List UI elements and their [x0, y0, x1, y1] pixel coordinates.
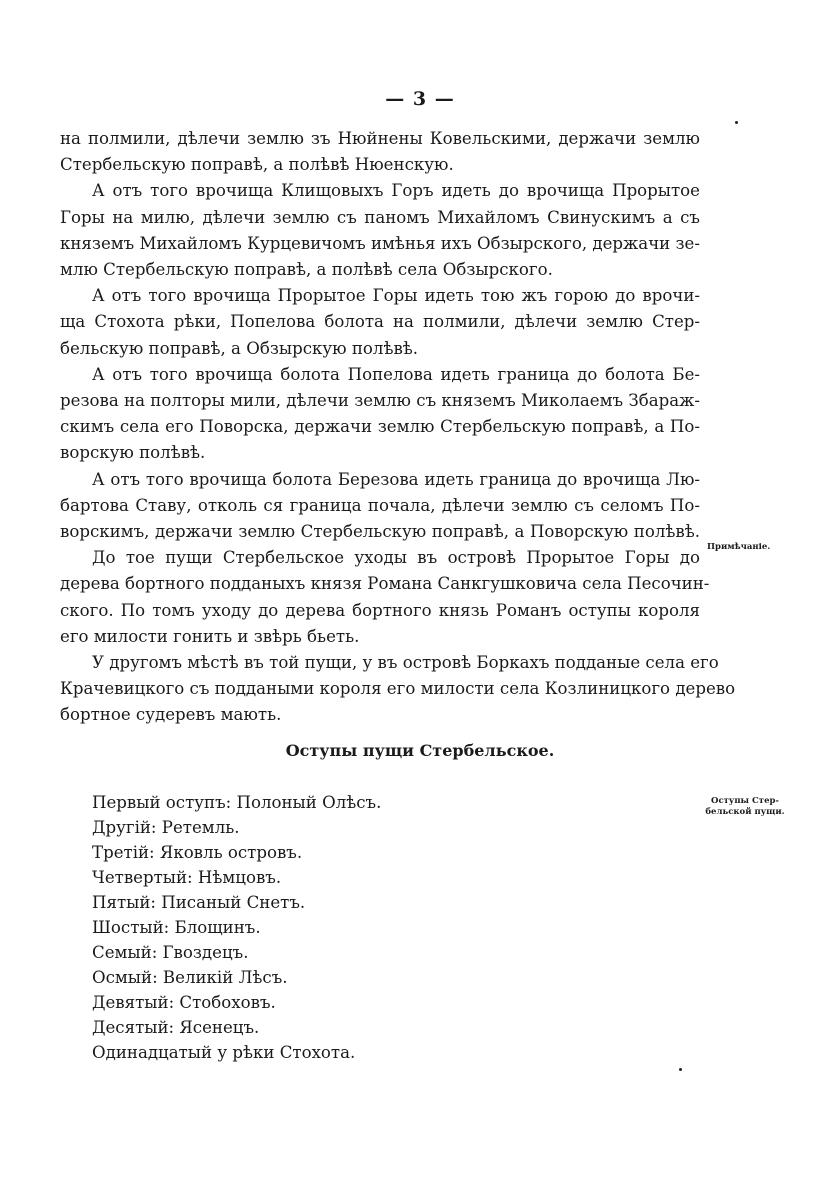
text-line: бельскую поправѣ, а Обзырскую полѣвѣ. — [60, 338, 419, 358]
text-line: Крачевицкого съ поддаными короля его милости села Козлиницкого дерево — [60, 679, 736, 699]
paragraph-4 — [60, 362, 700, 467]
paragraph-5 — [60, 467, 700, 546]
margin-note-line: бельской пущи. — [705, 807, 785, 817]
paragraph-3 — [60, 283, 700, 362]
list-item: Осмый: Великій Лѣсъ. — [92, 968, 288, 987]
text-line: Горы на милю, дѣлечи землю съ паномъ Михайломъ Свинускимъ а съ — [60, 207, 700, 227]
text-line: А отъ того врочища болота Попелова идеть граница до болота Бе- — [92, 364, 700, 384]
paragraph-2 — [60, 178, 700, 283]
text-line: дерева бортного подданыхъ князя Романа Санкгушковича села Песочин- — [60, 574, 710, 594]
text-line: Стербельскую поправѣ, а полѣвѣ Нюенскую. — [60, 155, 454, 175]
list-item: Девятый: Стобоховъ. — [92, 993, 276, 1012]
text-line: ворскую полѣвѣ. — [60, 443, 206, 463]
list-item: Четвертый: Нѣмцовъ. — [92, 868, 282, 887]
paragraph-7 — [60, 650, 736, 729]
text-line: резова на полторы мили, дѣлечи землю съ княземъ Миколаемъ Збараж- — [60, 391, 700, 411]
text-line: А отъ того врочища Клищовыхъ Горъ идеть до врочища Прорытое — [92, 181, 700, 201]
text-line: скимъ села его Поворска, держачи землю Стербельскую поправѣ, а По- — [60, 417, 700, 437]
text-line: До тое пущи Стербельское уходы въ островѣ Прорытое Горы до — [92, 548, 700, 568]
paragraph-1 — [60, 126, 700, 178]
section-title: Оступы пущи Стербельское. — [285, 741, 555, 760]
text-line: на полмили, дѣлечи землю зъ Нюйнены Ковельскими, держачи землю — [60, 129, 700, 148]
list-item: Шостый: Блощинъ. — [92, 918, 261, 937]
list-item: Семый: Гвоздецъ. — [92, 943, 249, 962]
text-line: У другомъ мѣстѣ въ той пущи, у въ островѣ Боркахъ подданые села его — [92, 653, 719, 673]
ink-speck — [679, 1068, 682, 1071]
text-line: княземъ Михайломъ Курцевичомъ имѣнья ихъ Обзырского, держачи зе- — [60, 233, 700, 253]
text-line: ского. По томъ уходу до дерева бортного князь Романъ оступы короля — [60, 600, 700, 620]
text-line: А отъ того врочища болота Березова идеть граница до врочища Лю- — [92, 469, 700, 489]
list-item: Другій: Ретемль. — [92, 818, 240, 837]
text-line: ворскимъ, держачи землю Стербельскую поправѣ, а Поворскую полѣвѣ. — [60, 522, 700, 542]
list-item: Первый оступъ: Полоный Олѣсъ. — [92, 793, 382, 812]
body-text — [60, 126, 736, 729]
margin-note-line: Оступы Стер- — [711, 796, 779, 806]
margin-note — [700, 796, 790, 818]
text-line: ща Стохота рѣки, Попелова болота на полмили, дѣлечи землю Стер- — [60, 312, 700, 332]
text-line: млю Стербельскую поправѣ, а полѣвѣ села Обзырского. — [60, 260, 553, 280]
text-line: бортное судеревъ мають. — [60, 705, 282, 725]
list-item: Пятый: Писаный Снетъ. — [92, 893, 306, 912]
paragraph-6 — [60, 545, 710, 650]
list-item: Третій: Яковль островъ. — [92, 843, 303, 862]
text-line: бартова Ставу, отколь ся граница почала, дѣлечи землю съ селомъ По- — [60, 495, 700, 515]
text-line: его милости гонить и звѣрь бьеть. — [60, 626, 360, 646]
list-item: Одинадцатый у рѣки Стохота. — [92, 1043, 356, 1062]
page-number: — 3 — — [385, 88, 455, 110]
margin-note: Примѣчаніе. — [707, 542, 771, 552]
oustupy-list — [92, 790, 381, 1065]
ink-speck — [735, 121, 738, 124]
text-line: А отъ того врочища Прорытое Горы идеть тою жъ горою до врочи- — [92, 286, 700, 306]
list-item: Десятый: Ясенецъ. — [92, 1018, 260, 1037]
